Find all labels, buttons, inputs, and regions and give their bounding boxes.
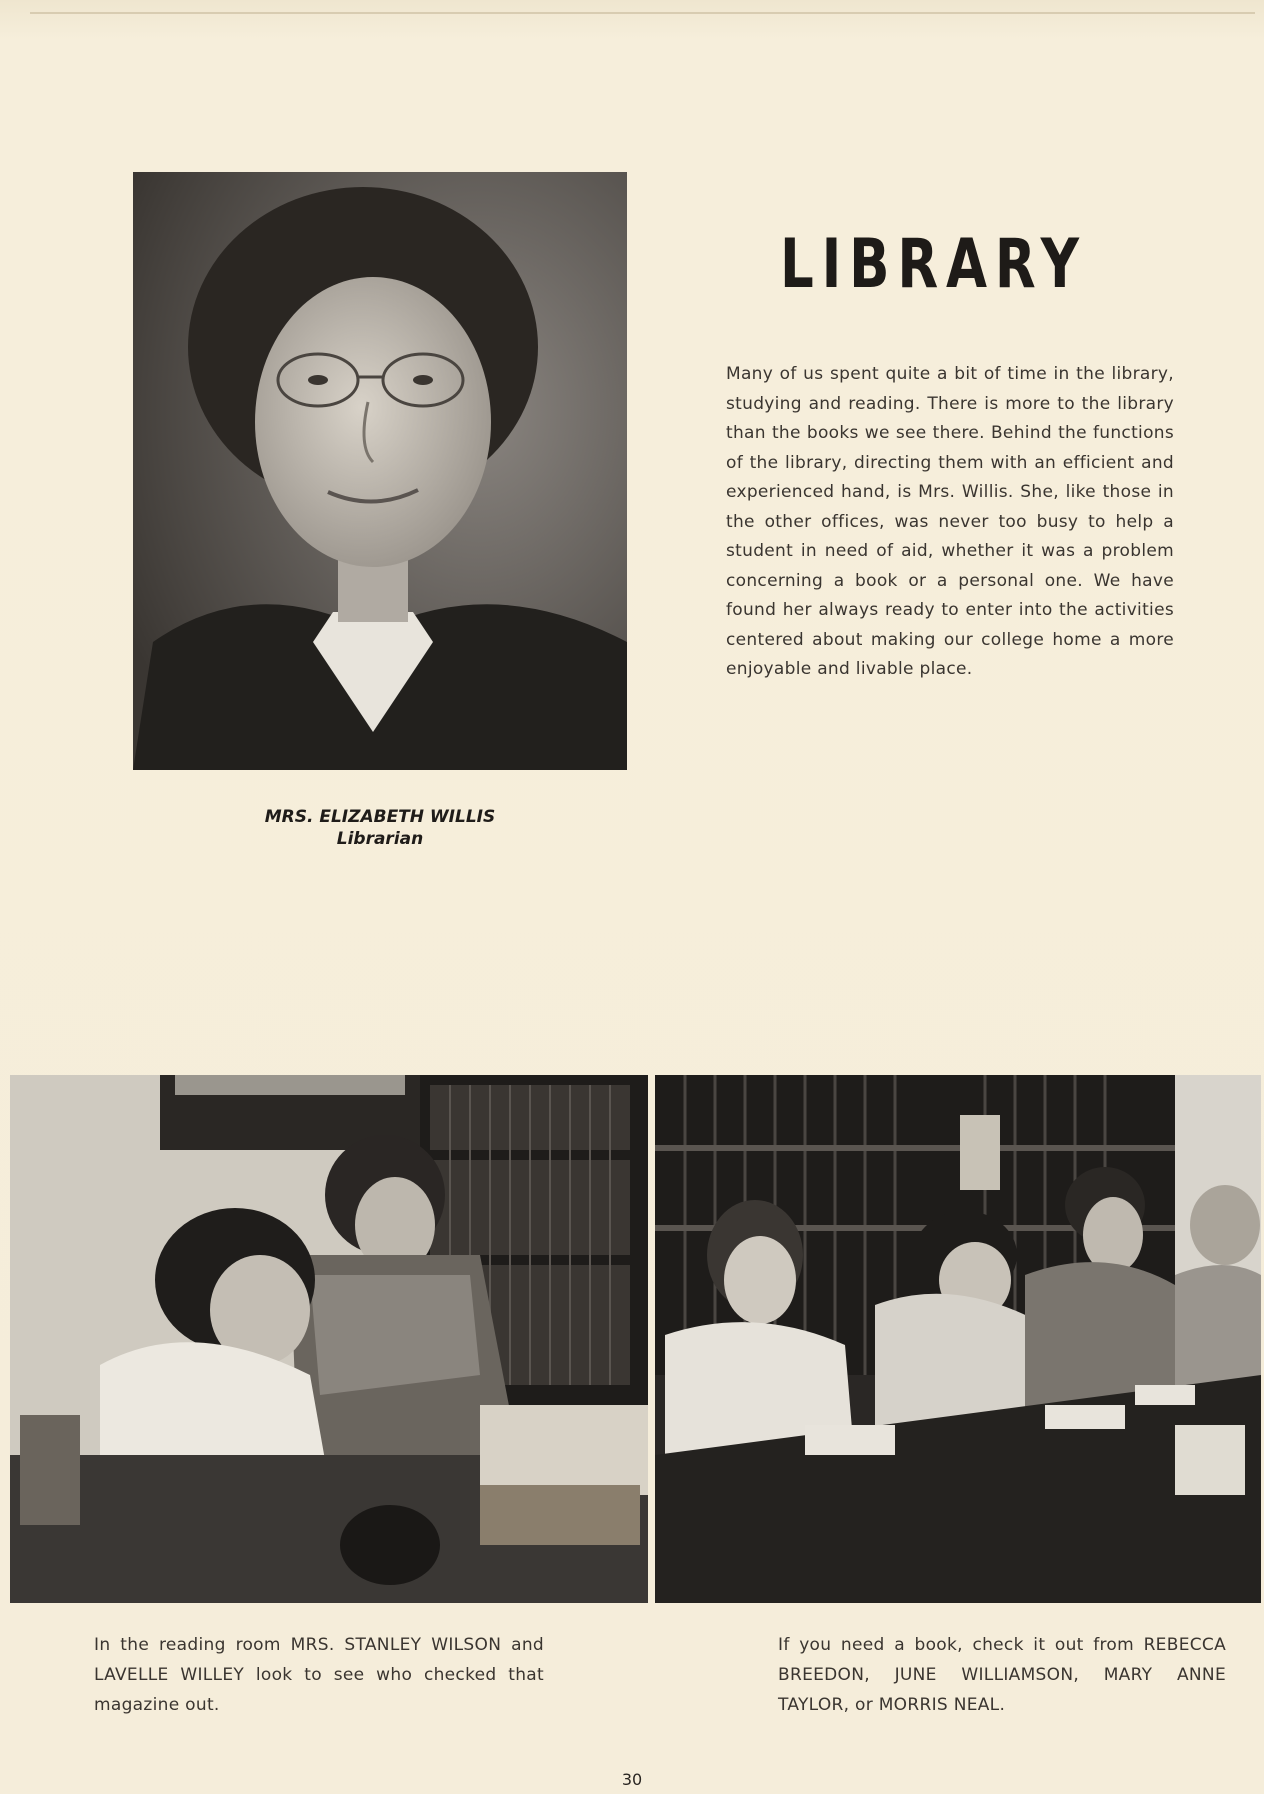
page-top-rule: [30, 12, 1255, 14]
circulation-desk-caption: If you need a book, check it out from REBECCA BREEDON, JUNE WILLIAMSON, MARY ANNE TAYLOR, or MORRIS NEAL.: [778, 1635, 1226, 1715]
portrait-caption: [200, 806, 560, 850]
reading-room-photo: [10, 1075, 648, 1603]
librarian-role: Librarian: [336, 829, 424, 849]
page-title: LIBRARY: [780, 225, 1087, 304]
page-number: 30: [621, 1770, 643, 1789]
intro-paragraph: Many of us spent quite a bit of time in the library, studying and reading. There is more to the library than the books we see there. Behind the functions of the library, directing them with an efficient and experienced hand, is Mrs. Willis. She, like those in the other offices, was never too busy to help a student in need of aid, whether it was a problem concerning a book or a personal one. We have found her always ready to enter into the activities centered about making our college home a more enjoyable and livable place.: [726, 364, 1174, 679]
librarian-name: MRS. ELIZABETH WILLIS: [264, 807, 496, 827]
librarian-portrait-photo: [133, 172, 627, 770]
reading-room-caption: In the reading room MRS. STANLEY WILSON and LAVELLE WILLEY look to see who checked that magazine out.: [94, 1635, 544, 1715]
circulation-desk-photo: [655, 1075, 1261, 1603]
